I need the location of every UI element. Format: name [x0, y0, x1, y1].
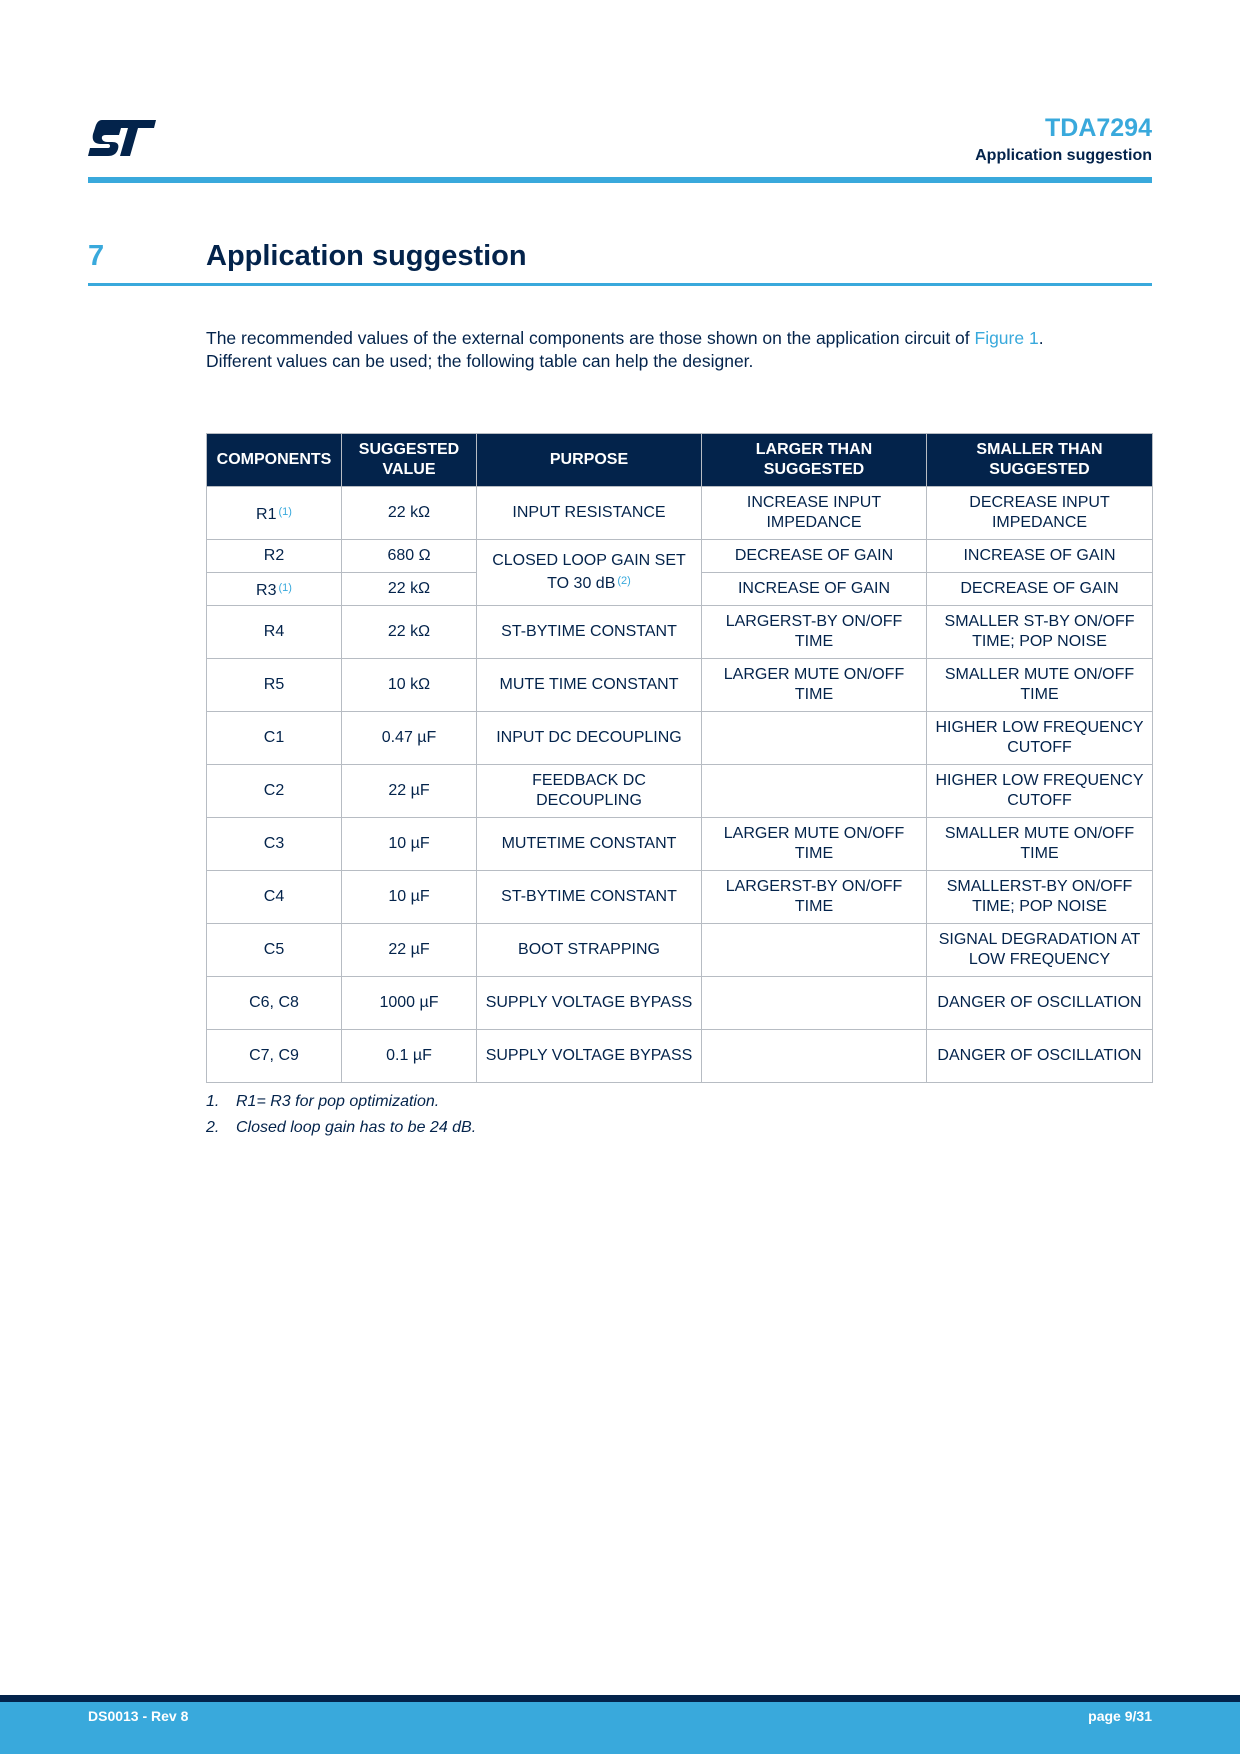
cell-purpose — [477, 540, 702, 606]
cell-smaller: HIGHER LOW FREQUENCY CUTOFF — [927, 712, 1153, 765]
cell-value: 22 kΩ — [342, 606, 477, 659]
footnote — [206, 1119, 476, 1145]
cell-smaller: DANGER OF OSCILLATION — [927, 977, 1153, 1030]
cell-larger: LARGERST-BY ON/OFF TIME — [702, 871, 927, 924]
cell-component: R5 — [207, 659, 342, 712]
table-row — [207, 977, 1153, 1030]
purpose-text: CLOSED LOOP GAIN SET TO 30 dB — [492, 552, 686, 592]
footnote-text: Closed loop gain has to be 24 dB. — [236, 1119, 477, 1136]
table-row — [207, 659, 1153, 712]
footnote-number: 1. — [206, 1093, 220, 1110]
cell-component: R4 — [207, 606, 342, 659]
cell-component — [207, 487, 342, 540]
cell-component: C7, C9 — [207, 1030, 342, 1083]
section-rule — [88, 283, 1152, 286]
section-number: 7 — [88, 240, 105, 272]
cell-larger: LARGER MUTE ON/OFF TIME — [702, 659, 927, 712]
cell-larger — [702, 765, 927, 818]
table-row — [207, 606, 1153, 659]
header-larger: LARGER THAN SUGGESTED — [702, 434, 927, 487]
header-smaller: SMALLER THAN SUGGESTED — [927, 434, 1153, 487]
cell-smaller: DECREASE INPUT IMPEDANCE — [927, 487, 1153, 540]
cell-value: 1000 µF — [342, 977, 477, 1030]
cell-value: 680 Ω — [342, 540, 477, 573]
footnote-ref[interactable]: (1) — [278, 505, 292, 518]
table-row — [207, 765, 1153, 818]
cell-purpose: MUTETIME CONSTANT — [477, 818, 702, 871]
header-purpose: PURPOSE — [477, 434, 702, 487]
header-components: COMPONENTS — [207, 434, 342, 487]
cell-purpose: BOOT STRAPPING — [477, 924, 702, 977]
cell-purpose: ST-BYTIME CONSTANT — [477, 606, 702, 659]
cell-purpose: INPUT RESISTANCE — [477, 487, 702, 540]
intro-text: The recommended values of the external components are those shown on the application circuit of — [206, 328, 975, 348]
cell-smaller: DECREASE OF GAIN — [927, 573, 1153, 606]
footer-page-number: page 9/31 — [1088, 1708, 1152, 1724]
footer-rule — [0, 1695, 1240, 1702]
cell-component: R2 — [207, 540, 342, 573]
intro-line-2: Different values can be used; the following table can help the designer. — [206, 351, 754, 371]
cell-larger: LARGERST-BY ON/OFF TIME — [702, 606, 927, 659]
cell-value: 22 kΩ — [342, 573, 477, 606]
header-suggested-value: SUGGESTED VALUE — [342, 434, 477, 487]
cell-purpose: INPUT DC DECOUPLING — [477, 712, 702, 765]
footer-doc-id: DS0013 - Rev 8 — [88, 1708, 189, 1724]
cell-value: 10 µF — [342, 871, 477, 924]
cell-component — [207, 573, 342, 606]
cell-purpose: ST-BYTIME CONSTANT — [477, 871, 702, 924]
cell-smaller: HIGHER LOW FREQUENCY CUTOFF — [927, 765, 1153, 818]
cell-component: C6, C8 — [207, 977, 342, 1030]
intro-paragraph — [206, 327, 1156, 373]
cell-smaller: SMALLER MUTE ON/OFF TIME — [927, 659, 1153, 712]
cell-purpose: SUPPLY VOLTAGE BYPASS — [477, 1030, 702, 1083]
cell-larger: INCREASE INPUT IMPEDANCE — [702, 487, 927, 540]
table-row — [207, 540, 1153, 573]
cell-value: 22 kΩ — [342, 487, 477, 540]
header-product: TDA7294 — [1045, 114, 1152, 142]
cell-larger — [702, 1030, 927, 1083]
table-row — [207, 1030, 1153, 1083]
cell-component: C5 — [207, 924, 342, 977]
cell-component: C4 — [207, 871, 342, 924]
cell-smaller: SMALLER MUTE ON/OFF TIME — [927, 818, 1153, 871]
intro-line-1 — [206, 327, 1156, 350]
cell-value: 0.1 µF — [342, 1030, 477, 1083]
table-row — [207, 818, 1153, 871]
table-footnotes — [206, 1093, 476, 1145]
cell-component: C1 — [207, 712, 342, 765]
cell-smaller: SIGNAL DEGRADATION AT LOW FREQUENCY — [927, 924, 1153, 977]
table-row — [207, 924, 1153, 977]
header-rule — [88, 177, 1152, 183]
cell-purpose: FEEDBACK DC DECOUPLING — [477, 765, 702, 818]
cell-smaller: DANGER OF OSCILLATION — [927, 1030, 1153, 1083]
st-logo — [88, 118, 158, 158]
component-name: R3 — [256, 581, 277, 599]
cell-value: 22 µF — [342, 924, 477, 977]
intro-text-end: . — [1038, 328, 1044, 348]
section-title: Application suggestion — [206, 240, 527, 272]
figure-link[interactable]: Figure 1 — [974, 328, 1039, 348]
table-row — [207, 871, 1153, 924]
cell-value: 10 kΩ — [342, 659, 477, 712]
cell-smaller: SMALLERST-BY ON/OFF TIME; POP NOISE — [927, 871, 1153, 924]
cell-larger: INCREASE OF GAIN — [702, 573, 927, 606]
cell-component: C3 — [207, 818, 342, 871]
cell-larger: LARGER MUTE ON/OFF TIME — [702, 818, 927, 871]
footnote-ref[interactable]: (1) — [278, 581, 292, 594]
header-subtitle: Application suggestion — [975, 147, 1152, 164]
cell-component: C2 — [207, 765, 342, 818]
components-table — [206, 433, 1153, 1083]
cell-smaller: INCREASE OF GAIN — [927, 540, 1153, 573]
cell-larger — [702, 977, 927, 1030]
table-row — [207, 487, 1153, 540]
cell-larger — [702, 924, 927, 977]
table-header-row — [207, 434, 1153, 487]
cell-value: 10 µF — [342, 818, 477, 871]
cell-purpose: MUTE TIME CONSTANT — [477, 659, 702, 712]
footnote-number: 2. — [206, 1119, 220, 1136]
cell-larger — [702, 712, 927, 765]
cell-larger: DECREASE OF GAIN — [702, 540, 927, 573]
footnote-ref[interactable]: (2) — [617, 575, 631, 587]
component-name: R1 — [256, 505, 277, 523]
table-row — [207, 712, 1153, 765]
footnote — [206, 1093, 476, 1119]
cell-purpose: SUPPLY VOLTAGE BYPASS — [477, 977, 702, 1030]
cell-smaller: SMALLER ST-BY ON/OFF TIME; POP NOISE — [927, 606, 1153, 659]
cell-value: 0.47 µF — [342, 712, 477, 765]
cell-value: 22 µF — [342, 765, 477, 818]
footnote-text: R1= R3 for pop optimization. — [236, 1093, 440, 1110]
